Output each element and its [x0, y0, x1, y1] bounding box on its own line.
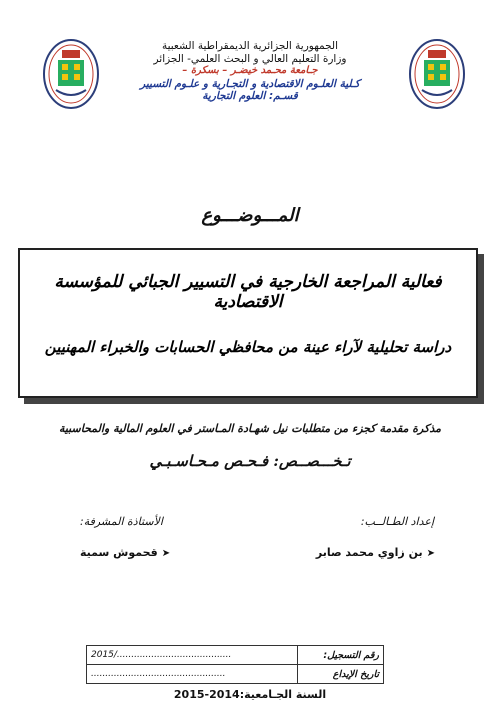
subject-label: المـــوضـــوع [201, 205, 299, 226]
deposit-date-value: ............................................... [87, 665, 298, 684]
student-name-text: بن زاوي محمد صابر [315, 546, 423, 559]
prepared-by-label: إعداد الطـالــب: [360, 515, 434, 528]
reg-number-label: رقم التسجيل: [298, 646, 384, 665]
department-line: قسـم: العلوم التجارية [202, 90, 298, 102]
arrow-icon: ➤ [426, 548, 435, 559]
registration-table [86, 645, 384, 684]
country-line: الجمهورية الجزائرية الديمقراطية الشعبية [161, 40, 339, 52]
arrow-icon: ➤ [161, 548, 171, 559]
supervisor-label: الأستاذة المشرفة: [80, 515, 163, 528]
specialty: تـخـــصــص: فـحـص مـحـاسـبـي [149, 452, 351, 470]
reg-number-value: 2015/........................................ [87, 646, 298, 665]
thesis-title: فعالية المراجعة الخارجية في التسيير الجبائي للمؤسسة الاقتصادية [54, 272, 442, 312]
ministry-line: وزارة التعليم العالي و البحث العلمي- الجزائر [153, 52, 347, 65]
title-box [18, 248, 478, 398]
supervisor-name [80, 546, 170, 559]
university-logo-right [408, 38, 466, 110]
supervisor-name-text: قحموش سمية [80, 546, 158, 559]
deposit-date-label: تاريخ الإيداع [298, 665, 384, 684]
university-line: جـامعة محـمد خيضـر – بسكرة – [182, 65, 318, 76]
university-logo-left [42, 38, 100, 110]
student-name [316, 546, 435, 559]
academic-year: السنة الجـامعية:2014-2015 [173, 688, 327, 701]
thesis-note: مذكرة مقدمة كجزء من متطلبات نيل شهـادة المـاستر في العلوم المالية والمحاسبية [58, 422, 442, 435]
faculty-line: كـلية العلـوم الاقتصادية و التجـارية و علـوم التسيير [140, 77, 360, 90]
table-row [87, 646, 384, 665]
table-row [87, 665, 384, 684]
thesis-subtitle: دراسة تحليلية لآراء عينة من محافظي الحسابات والخبراء المهنيين [44, 338, 452, 356]
institution-header [95, 40, 405, 103]
